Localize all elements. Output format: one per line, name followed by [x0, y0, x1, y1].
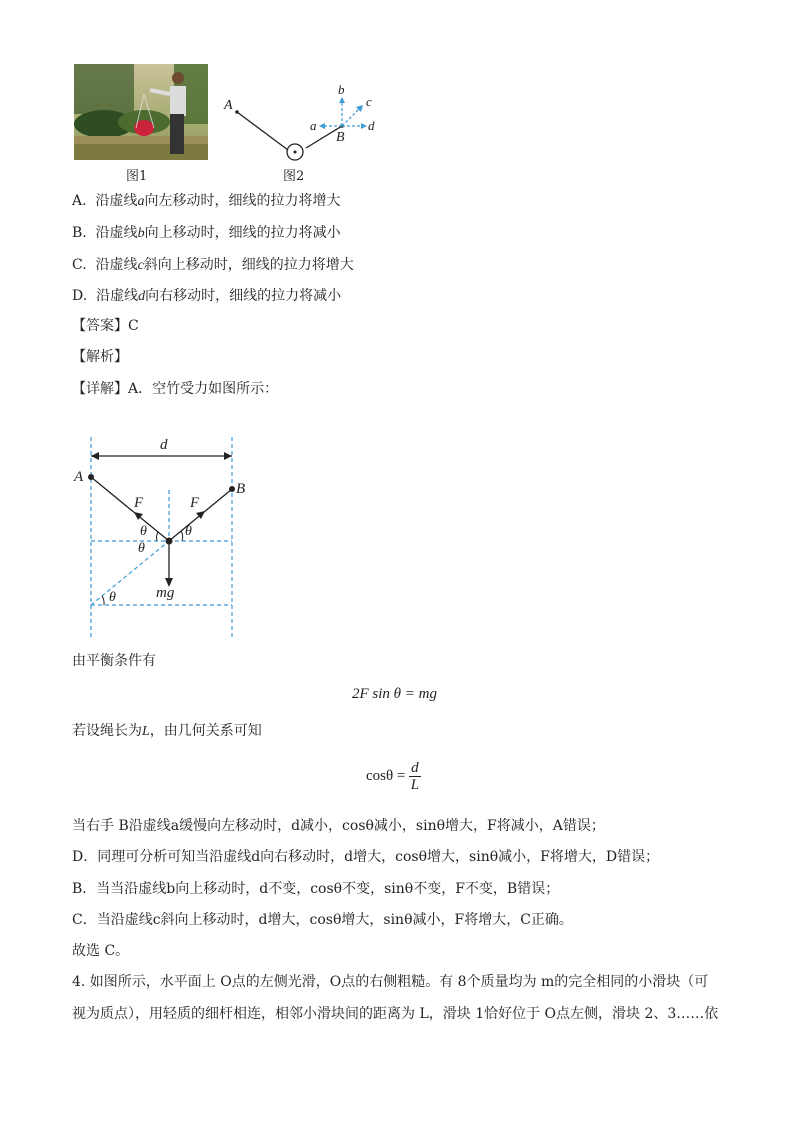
- figure-2-diagram: [222, 82, 382, 166]
- analysis-label: 【解析】: [72, 349, 128, 365]
- label-A: A: [224, 98, 233, 113]
- explanation-c: C．当沿虚线c斜向上移动时，d增大，cosθ增大，sinθ减小，F将增大，C正确。: [72, 912, 573, 928]
- label-b: b: [338, 82, 345, 97]
- fraction-denominator: L: [410, 777, 420, 793]
- label-F-left: F: [134, 495, 144, 511]
- option-a: A. 沿虚线a向左移动时，细线的拉力将增大: [72, 193, 341, 209]
- figure-1-photo: [74, 64, 208, 160]
- label-theta-3: θ: [138, 541, 145, 556]
- arrow-d-icon: [361, 123, 367, 129]
- label-theta-4: θ: [109, 590, 116, 605]
- geometry-formula: cosθ = $\frac{d}{L}$: [366, 760, 420, 793]
- d-arrow-right-icon: [224, 452, 232, 460]
- label-B: B: [336, 130, 345, 145]
- answer-line: 【答案】C: [72, 318, 139, 334]
- option-b: B. 沿虚线b向上移动时，细线的拉力将减小: [72, 225, 341, 241]
- explanation-b: B．当当沿虚线b向上移动时，d不变，cosθ不变，sinθ不变，F不变，B错误；: [72, 881, 560, 897]
- question-4-line-2: 视为质点），用轻质的细杆相连，相邻小滑块间的距离为 L，滑块 1恰好位于 O点左侧，滑块 2、3……依: [72, 1006, 719, 1022]
- label-a: a: [310, 118, 317, 133]
- force-diagram: [72, 435, 252, 640]
- label-mg: mg: [156, 585, 175, 601]
- photo-illustration: [74, 64, 208, 160]
- label-theta-1: θ: [140, 524, 147, 539]
- label-theta-2: θ: [185, 524, 192, 539]
- fraction-numerator: d: [411, 760, 419, 776]
- figure-2-caption: 图2: [283, 169, 305, 184]
- equilibrium-intro: 由平衡条件有: [72, 653, 156, 669]
- conclusion: 故选 C。: [72, 943, 130, 959]
- label-c: c: [366, 94, 372, 109]
- label-d: d: [368, 118, 375, 133]
- explanation-d: D．同理可分析可知当沿虚线d向右移动时，d增大，cosθ增大，sinθ减小，F将增大，D错误；: [72, 849, 660, 865]
- label-F-right: F: [190, 495, 200, 511]
- detail-line: 【详解】A．空竹受力如图所示：: [72, 381, 279, 397]
- equilibrium-formula: 2F sin θ = mg: [352, 686, 437, 702]
- label-B: B: [236, 481, 246, 497]
- arrow-a-icon: [319, 123, 325, 129]
- question-4-line-1: 4. 如图所示，水平面上 O点的左侧光滑，O点的右侧粗糙。有 8个质量均为 m的完全相同的小滑块（可: [72, 974, 709, 990]
- figure-1-caption: 图1: [126, 169, 148, 184]
- option-d: D. 沿虚线d向右移动时，细线的拉力将减小: [72, 288, 342, 304]
- label-A: A: [74, 469, 84, 485]
- explanation-a: 当右手 B沿虚线a缓慢向左移动时，d减小，cosθ减小，sinθ增大，F将减小，A错误；: [72, 818, 605, 834]
- geometry-intro: 若设绳长为L，由几何关系可知: [72, 723, 262, 739]
- option-c: C. 沿虚线c斜向上移动时，细线的拉力将增大: [72, 257, 354, 273]
- d-arrow-left-icon: [91, 452, 99, 460]
- label-d: d: [160, 437, 168, 453]
